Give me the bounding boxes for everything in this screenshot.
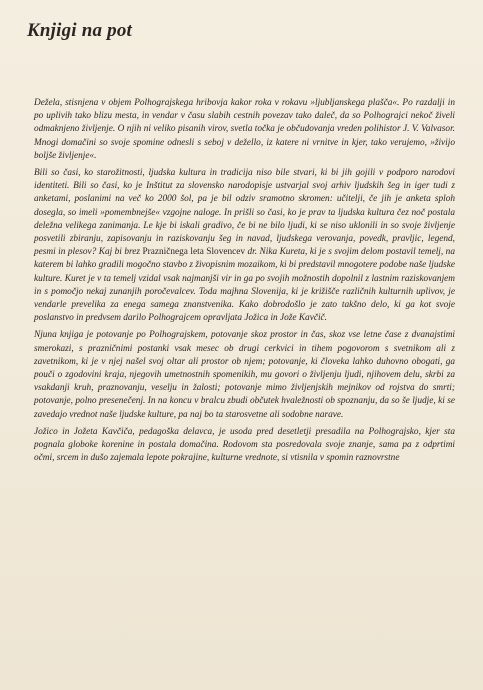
paragraph-1 <box>34 97 455 163</box>
paragraph-2 <box>34 167 455 325</box>
paragraph-4 <box>34 426 455 466</box>
paragraph-text: Bili so časi, ko starožitnosti, ljudska kultura in tradicija niso bile stvari, ki bi jih gojili v podporo narodovi identiteti. Bili so časi, ko je Inštitut za slovensko narodopisje ustvarjal svoj arhiv ljudskih šeg in iger tudi z anketami, poslanimi na več ko 2000 šol, pa je bil odziv sramotno skromen: učitelji, če jih je anketa sploh dosegla, so imeli »pomembnejše« vzgojne naloge. In prišli so časi, ko je prav ta ljudska kultura čez noč postala deležna velikega zanimanja. Le kje bi iskali gradivo, če bi ne bilo ljudi, ki se niso uklonili in so svoje življenje posvetili zbiranju, zapisovanju in raziskovanju šeg in navad, ljudskega verovanja, povedk, pravljic, legend, pesmi in plesov? Kaj bi brez <box>34 168 455 258</box>
paragraph-text: Jožico in Jožeta Kavčiča, pedagoška delavca, je usoda pred desetletji presadila na Polhograjsko, kjer sta pognala globoke korenine in postala domačina. Rodovom sta posredovala svoje znanje, sama pa z odprtimi očmi, srcem in dušo zajemala lepote pokrajine, kulturne vrednote, si vtisnila v spomin raznovrstne <box>34 426 455 464</box>
paragraph-text: dr. Nika Kureta, ki je s svojim delom postavil temelj, na katerem bi lahko gradili mogočno stavbo z živopisnim mozaikom, ki bi predstavil mnogotere podobe naše ljudske kulture. Kuret je v ta temelj vzidal vsak najmanjši vir in ga po svojih možnostih dopolnil z lastnim raziskovanjem in s pomočjo nekaj zunanjih poročevalcev. Toda majhna Slovenija, ki je križišče različnih kulturnih uplivov, je vendarle prevelika za enega samega znanstvenika. Kako dobrodošlo je zato takšno delo, ki ga kot svoje poslanstvo in predvsem darilo Polhograjcem opravljata Jožica in Jože Kavčič. <box>34 247 455 324</box>
paragraph-text: Dežela, stisnjena v objem Polhograjskega hribovja kakor roka v rokavu »ljubljanskega plašča«. Po razdalji in po uplivih tako blizu mesta, in vendar v času slabih cestnih povezav tako daleč, da so Polhograjci nekoč živeli odmaknjeno življenje. O njih ni veliko pisanih virov, svetla točka je občudovanja vreden polihistor J. V. Valvasor. Mnogi domačini so svoje spomine odnesli s seboj v dežello, iz katere ni vrnitve in kjer, tako verujemo, »živijo boljše življenje«. <box>34 98 455 161</box>
body-text <box>34 97 455 469</box>
paragraph-3 <box>34 329 455 421</box>
book-title-reference: Prazničnega leta Slovencev <box>142 247 246 258</box>
paragraph-text: Njuna knjiga je potovanje po Polhograjskem, potovanje skoz prostor in čas, skoz vse letne čase z dvanajstimi smerokazi, s prazničnimi postanki vsak mesec ob drugi cerkvici in tihem pogovorom s svetnikom ali z zavetnikom, ki je v njej našel svoj oltar ali prostor ob njem; potovanje, ki človeka lahko duhovno obogati, ga pouči o zgodovini kraja, njegovih umetnostnih spomenikih, mu govori o življenju ljudi, njihovem delu, skrbi za vsakdanji kruh, praznovanju, veselju in žalosti; potovanje mimo življenjskih mejnikov od rojstva do smrti; potovanje, polno presenečenj. In na koncu v bralcu zbudi občutek hvaležnosti ob spoznanju, da so še ljudje, ki se zavedajo vrednot naše ljudske kulture, pa naj bo ta starosvetne ali sodobne narave. <box>34 330 455 420</box>
page-title: Knjigi na pot <box>27 20 133 41</box>
